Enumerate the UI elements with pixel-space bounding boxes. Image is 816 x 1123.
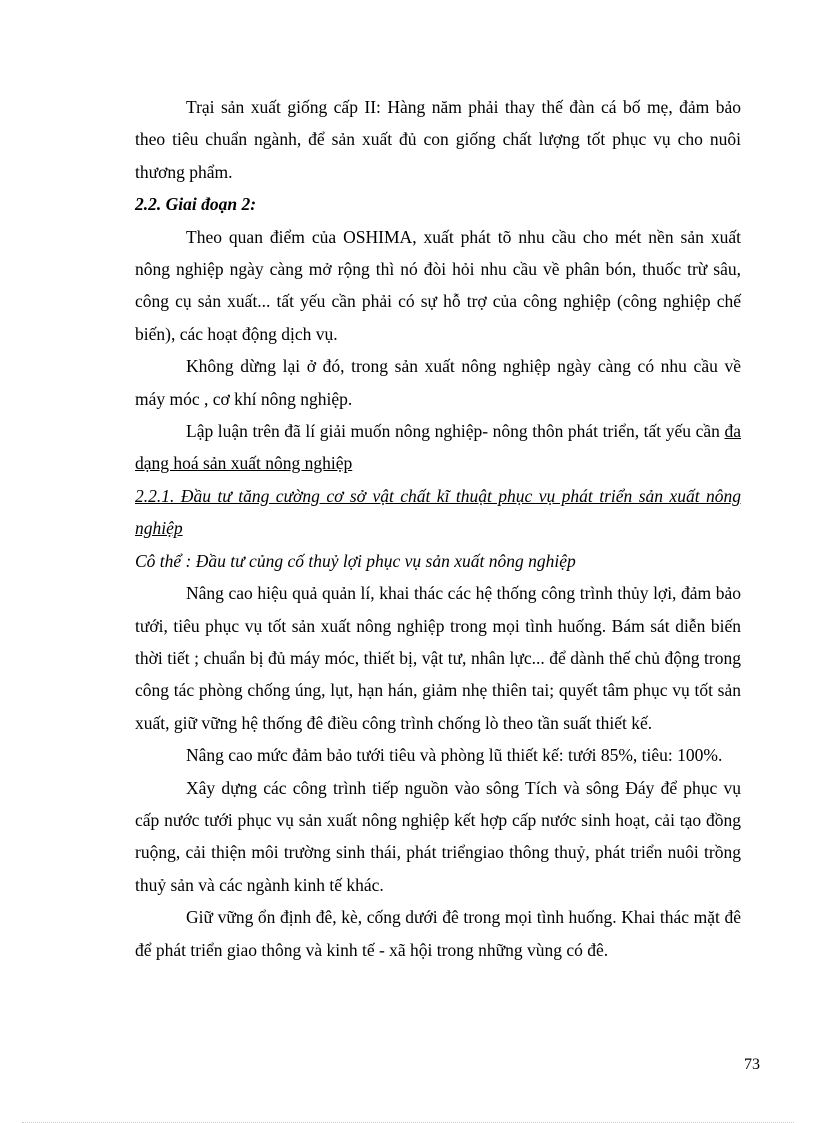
paragraph-irrigation-rate: Nâng cao mức đảm bảo tưới tiêu và phòng lũ thiết kế: tưới 85%, tiêu: 100%. bbox=[186, 745, 723, 766]
paragraph-diversify bbox=[135, 415, 741, 480]
paragraph-water-works: Xây dựng các công trình tiếp nguồn vào sông Tích và sông Đáy để phục vụ cấp nước tưới phục vụ sản xuất nông nghiệp kết hợp cấp nước sinh hoạt, cải tạo đồng ruộng, cải thiện môi trường sinh thái, phát triểngiao thông thuỷ, phát triển nuôi trồng thuỷ sản và các ngành kinh tế khác. bbox=[135, 777, 741, 895]
diversify-underlined-phrase: đa dạng hoá sản xuất nông nghiệp bbox=[135, 421, 741, 474]
section-heading-2-2-1: 2.2.1. Đầu tư tăng cường cơ sở vật chất kĩ thuật phục vụ phát triển sản xuất nông nghiệp bbox=[135, 485, 741, 539]
paragraph-dykes: Giữ vững ổn định đê, kè, cống dưới đê trong mọi tình huống. Khai thác mặt đê để phát triển giao thông và kinh tế - xã hội trong những vùng có đê. bbox=[135, 907, 741, 960]
paragraph-oshima: Theo quan điểm của OSHIMA, xuất phát tõ nhu cầu cho mét nền sản xuất nông nghiệp ngày càng mở rộng thì nó đòi hỏi nhu cầu về phân bón, thuốc trừ sâu, công cụ sản xuất... tất yếu cần phải có sự hỗ trợ của công nghiệp (công nghiệp chế biến), các hoạt động dịch vụ. bbox=[135, 226, 741, 344]
paragraph-diversify-text: Lập luận trên đã lí giải muốn nông nghiệp- nông thôn phát triển, tất yếu cần bbox=[186, 421, 725, 442]
page-number: 73 bbox=[744, 1056, 760, 1073]
section-heading-2-2: 2.2. Giai đoạn 2: bbox=[135, 194, 257, 215]
paragraph-irrigation-efficiency: Nâng cao hiệu quả quản lí, khai thác các hệ thống công trình thủy lợi, đảm bảo tưới, tiêu phục vụ tốt sản xuất nông nghiệp trong mọi tình huống. Bám sát diễn biến thời tiết ; chuẩn bị đủ máy móc, thiết bị, vật tư, nhân lực... để dành thế chủ động trong công tác phòng chống úng, lụt, hạn hán, giảm nhẹ thiên tai; quyết tâm phục vụ tốt sản xuất, giữ vững hệ thống đê điều công trình chống lò theo tần suất thiết kế. bbox=[135, 583, 741, 733]
page-body bbox=[135, 91, 741, 966]
specific-irrigation-line: Cô thể : Đầu tư củng cố thuỷ lợi phục vụ sản xuất nông nghiệp bbox=[135, 550, 576, 571]
paragraph-hatchery: Trại sản xuất giống cấp II: Hàng năm phải thay thế đàn cá bố mẹ, đảm bảo theo tiêu chuẩn ngành, để sản xuất đủ con giống chất lượng tốt phục vụ cho nuôi thương phẩm. bbox=[135, 97, 741, 182]
paragraph-machinery: Không dừng lại ở đó, trong sản xuất nông nghiệp ngày càng có nhu cầu về máy móc , cơ khí nông nghiệp. bbox=[135, 356, 741, 409]
